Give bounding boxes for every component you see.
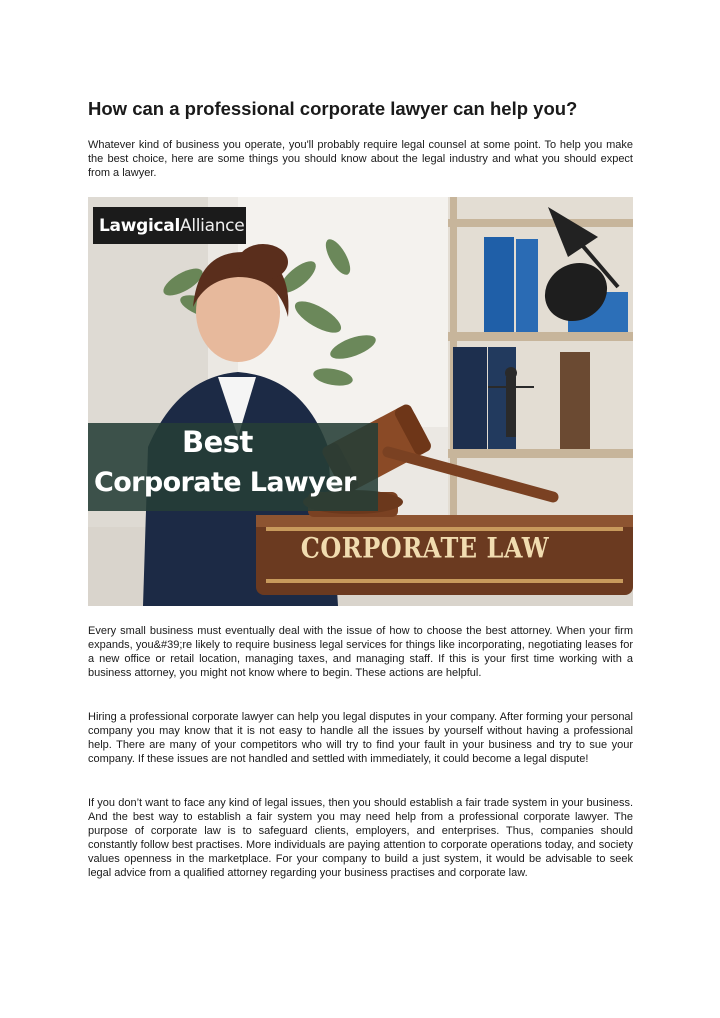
book-spine-title: CORPORATE LAW (300, 530, 550, 565)
body-paragraph-3: If you don’t want to face any kind of legal issues, then you should establish a fair trade system in your business. And the best way to establish a fair system you may need help from a professional corporate lawyer. The purpose of corporate law is to safeguard clients, employers, and enterprises. Thus, companies should constantly follow best practises. More individuals are paying attention to corporate operations today, and society values openness in the marketplace. For your company to build a just system, it would be advisable to seek legal advice from a qualified attorney regarding your business practises and corporate law. (88, 797, 633, 879)
body-paragraph-2: Hiring a professional corporate lawyer can help you legal disputes in your company. After forming your personal company you may know that it is not easy to handle all the issues by yourself without having a professional help. There are many of your competitors who will try to find your fault in your business and try to sue your company. If these issues are not handled and settled with immediately, it could become a legal dispute! (88, 711, 633, 765)
banner-line-2: Corporate Lawyer (94, 467, 356, 498)
logo-text-light: Alliance (179, 215, 245, 236)
logo-text-bold: Lawgical (99, 215, 180, 236)
intro-paragraph: Whatever kind of business you operate, you'll probably require legal counsel at some point. To help you make the best choice, here are some things you should know about the legal industry and what you should expect from a lawyer. (88, 139, 633, 179)
page-title: How can a professional corporate lawyer can help you? (88, 98, 578, 119)
banner-line-1: Best (182, 425, 253, 459)
brand-logo (93, 207, 246, 244)
body-paragraph-1: Every small business must eventually deal with the issue of how to choose the best attorney. When your firm expands, you&#39;re likely to require business legal services for things like incorporating, negotiating leases for a new office or retail location, managing taxes, and managing staff. If this is your first time working with a business attorney, you might not know where to begin. These actions are helpful. (88, 625, 633, 679)
hero-image (88, 197, 633, 606)
